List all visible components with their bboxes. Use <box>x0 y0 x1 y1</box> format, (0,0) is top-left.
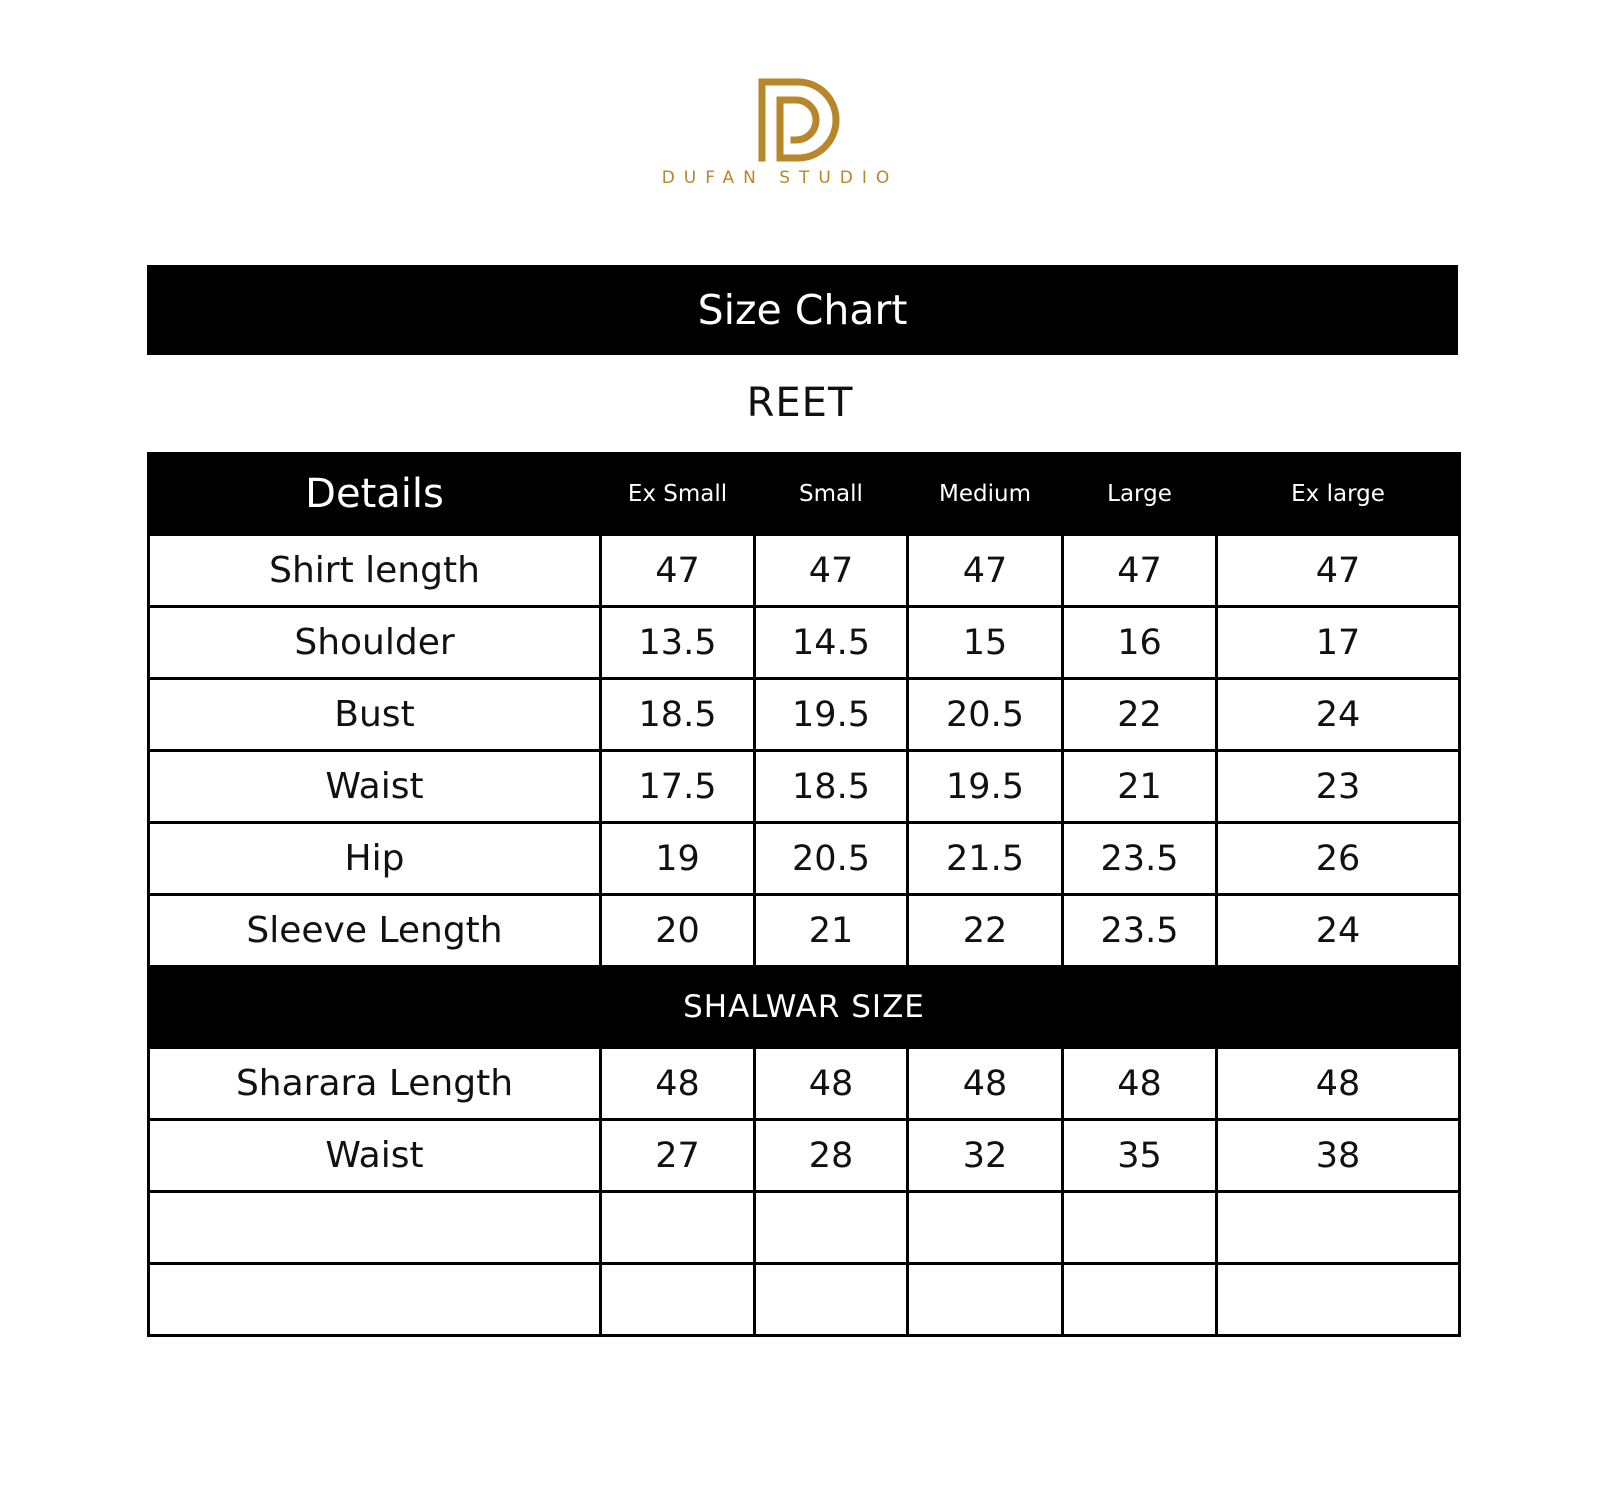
table-cell <box>1217 1264 1460 1336</box>
table-cell: 47 <box>601 535 755 607</box>
table-cell: 17.5 <box>601 751 755 823</box>
table-cell: 28 <box>755 1120 908 1192</box>
table-cell: 48 <box>755 1048 908 1120</box>
row-label <box>149 1192 601 1264</box>
table-cell <box>1063 1264 1217 1336</box>
table-cell: 47 <box>908 535 1063 607</box>
row-label: Waist <box>149 751 601 823</box>
header-size-medium: Medium <box>908 454 1063 535</box>
row-label: Bust <box>149 679 601 751</box>
table-cell: 16 <box>1063 607 1217 679</box>
section-header-row <box>149 967 1460 1048</box>
table-row <box>149 1120 1460 1192</box>
table-row <box>149 535 1460 607</box>
row-label: Shirt length <box>149 535 601 607</box>
table-cell: 17 <box>1217 607 1460 679</box>
brand-name: DUFAN STUDIO <box>661 168 899 188</box>
table-cell: 48 <box>908 1048 1063 1120</box>
table-cell: 21 <box>1063 751 1217 823</box>
section-title: SHALWAR SIZE <box>149 967 1460 1048</box>
table-row <box>149 607 1460 679</box>
table-cell <box>601 1192 755 1264</box>
table-row <box>149 1048 1460 1120</box>
table-row <box>149 679 1460 751</box>
table-cell <box>1063 1192 1217 1264</box>
row-label: Hip <box>149 823 601 895</box>
header-details: Details <box>149 454 601 535</box>
table-cell: 38 <box>1217 1120 1460 1192</box>
table-cell: 23.5 <box>1063 823 1217 895</box>
table-cell <box>908 1264 1063 1336</box>
table-cell: 19 <box>601 823 755 895</box>
table-cell: 24 <box>1217 679 1460 751</box>
table-row <box>149 751 1460 823</box>
table-cell: 22 <box>908 895 1063 967</box>
header-size-ex-large: Ex large <box>1217 454 1460 535</box>
table-row <box>149 823 1460 895</box>
row-label: Sleeve Length <box>149 895 601 967</box>
table-cell: 48 <box>601 1048 755 1120</box>
table-cell <box>908 1192 1063 1264</box>
table-cell: 35 <box>1063 1120 1217 1192</box>
header-size-large: Large <box>1063 454 1217 535</box>
table-row <box>149 1192 1460 1264</box>
table-cell: 26 <box>1217 823 1460 895</box>
table-cell: 23 <box>1217 751 1460 823</box>
dd-monogram-icon <box>750 70 850 170</box>
table-cell: 18.5 <box>755 751 908 823</box>
table-cell: 20 <box>601 895 755 967</box>
table-cell: 32 <box>908 1120 1063 1192</box>
table-cell: 22 <box>1063 679 1217 751</box>
row-label: Waist <box>149 1120 601 1192</box>
row-label <box>149 1264 601 1336</box>
table-cell <box>1217 1192 1460 1264</box>
table-cell: 47 <box>1217 535 1460 607</box>
table-cell: 20.5 <box>755 823 908 895</box>
page-title: Size Chart <box>147 265 1458 355</box>
table-cell: 21 <box>755 895 908 967</box>
header-size-small: Small <box>755 454 908 535</box>
table-cell: 27 <box>601 1120 755 1192</box>
table-cell: 18.5 <box>601 679 755 751</box>
table-cell: 47 <box>1063 535 1217 607</box>
row-label: Sharara Length <box>149 1048 601 1120</box>
table-cell <box>755 1192 908 1264</box>
table-cell <box>755 1264 908 1336</box>
table-cell: 48 <box>1217 1048 1460 1120</box>
product-name: REET <box>746 380 854 426</box>
table-cell: 14.5 <box>755 607 908 679</box>
table-cell: 19.5 <box>908 751 1063 823</box>
size-table <box>147 452 1461 1337</box>
header-size-ex-small: Ex Small <box>601 454 755 535</box>
table-cell: 24 <box>1217 895 1460 967</box>
table-header-row <box>149 454 1460 535</box>
table-cell: 20.5 <box>908 679 1063 751</box>
brand-logo <box>0 70 1600 170</box>
table-cell: 15 <box>908 607 1063 679</box>
table-cell <box>601 1264 755 1336</box>
table-cell: 48 <box>1063 1048 1217 1120</box>
table-cell: 21.5 <box>908 823 1063 895</box>
table-row <box>149 895 1460 967</box>
table-cell: 47 <box>755 535 908 607</box>
row-label: Shoulder <box>149 607 601 679</box>
table-cell: 13.5 <box>601 607 755 679</box>
table-cell: 23.5 <box>1063 895 1217 967</box>
table-cell: 19.5 <box>755 679 908 751</box>
table-row <box>149 1264 1460 1336</box>
